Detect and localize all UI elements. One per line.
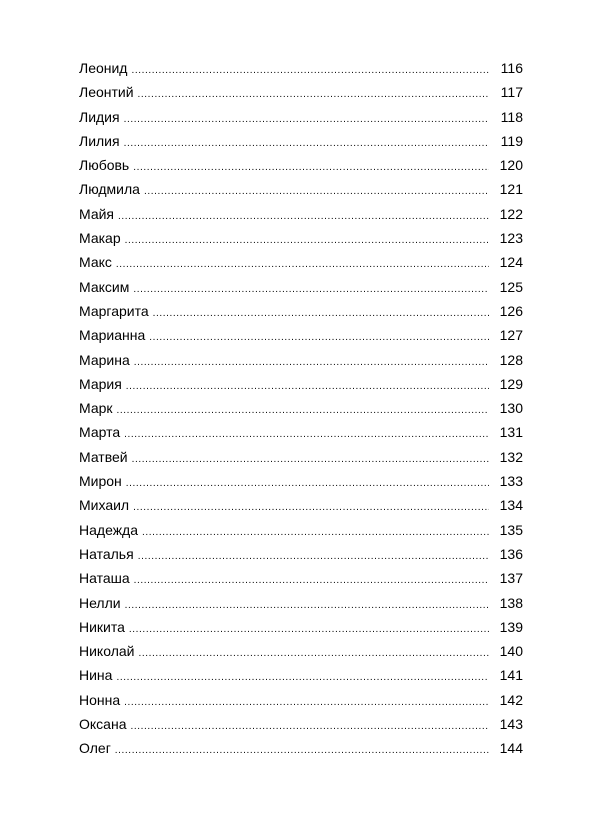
toc-entry[interactable] (79, 299, 523, 323)
toc-entry[interactable] (79, 712, 523, 736)
toc-entry-name: Матвей (79, 448, 128, 465)
toc-entry-page: 127 (499, 327, 523, 344)
toc-entry[interactable] (79, 566, 523, 590)
toc-entry-name: Макар (79, 230, 121, 247)
toc-entry-name: Лилия (79, 132, 120, 149)
dot-leader (132, 448, 489, 472)
toc-entry-page: 131 (499, 424, 523, 441)
toc-entry-page: 137 (499, 570, 523, 587)
toc-entry-name: Людмила (79, 181, 140, 198)
dot-leader (142, 521, 489, 545)
toc-entry[interactable] (79, 445, 523, 469)
toc-entry[interactable] (79, 202, 523, 226)
toc-entry-name: Майя (79, 205, 115, 222)
toc-entry-name: Леонтий (79, 84, 134, 101)
toc-entry[interactable] (79, 80, 523, 104)
toc-entry-name: Никита (79, 618, 125, 635)
toc-entry-name: Любовь (79, 157, 130, 174)
dot-leader (124, 132, 489, 156)
toc-entry-name: Нина (79, 667, 113, 684)
toc-entry-page: 128 (499, 351, 523, 368)
toc-entry-name: Макс (79, 254, 112, 271)
toc-entry[interactable] (79, 372, 523, 396)
toc-entry[interactable] (79, 542, 523, 566)
toc-entry[interactable] (79, 591, 523, 615)
dot-leader (124, 108, 489, 132)
toc-entry-page: 130 (499, 400, 523, 417)
toc-entry-page: 119 (500, 132, 523, 149)
toc-entry-name: Мирон (79, 473, 122, 490)
toc-entry-name: Марта (79, 424, 121, 441)
toc-entry-name: Нелли (79, 594, 121, 611)
dot-leader (126, 472, 489, 496)
toc-entry[interactable] (79, 56, 523, 80)
toc-entry-page: 126 (499, 302, 523, 319)
toc-entry-page: 143 (499, 716, 523, 733)
dot-leader (125, 594, 489, 618)
toc-entry[interactable] (79, 493, 523, 517)
toc-entry[interactable] (79, 420, 523, 444)
dot-leader (149, 326, 489, 350)
toc-entry-name: Михаил (79, 497, 130, 514)
toc-entry-name: Николай (79, 643, 135, 660)
dot-leader (131, 59, 489, 83)
toc-entry-page: 139 (499, 618, 523, 635)
toc-entry[interactable] (79, 323, 523, 347)
toc-entry[interactable] (79, 518, 523, 542)
dot-leader (115, 739, 489, 763)
toc-entry-page: 125 (499, 278, 523, 295)
toc-entry-page: 141 (499, 667, 523, 684)
toc-entry-name: Леонид (79, 60, 128, 76)
dot-leader (144, 180, 489, 204)
toc-entry[interactable] (79, 396, 523, 420)
dot-leader (138, 545, 489, 569)
toc-entry-page: 124 (499, 254, 523, 271)
toc-entry-name: Марина (79, 351, 130, 368)
toc-entry-name: Надежда (79, 521, 139, 538)
toc-entry-page: 133 (499, 473, 523, 490)
toc-entry[interactable] (79, 250, 523, 274)
toc-entry-name: Максим (79, 278, 130, 295)
toc-entry[interactable] (79, 736, 523, 760)
toc-entry-name: Мария (79, 375, 122, 392)
toc-entry-page: 120 (499, 157, 523, 174)
toc-entry[interactable] (79, 348, 523, 372)
toc-entry-page: 136 (499, 545, 523, 562)
dot-leader (126, 375, 489, 399)
dot-leader (134, 569, 489, 593)
toc-entry[interactable] (79, 105, 523, 129)
dot-leader (130, 715, 489, 739)
toc-entry-page: 118 (500, 108, 523, 125)
dot-leader (124, 423, 489, 447)
toc-entry[interactable] (79, 177, 523, 201)
toc-entry-page: 140 (499, 643, 523, 660)
dot-leader (118, 205, 489, 229)
toc-entry-page: 134 (499, 497, 523, 514)
toc-entry-name: Марианна (79, 327, 146, 344)
toc-entry[interactable] (79, 153, 523, 177)
toc-entry-page: 142 (499, 691, 523, 708)
toc-entry-page: 129 (499, 375, 523, 392)
toc-entry-page: 122 (499, 205, 523, 222)
dot-leader (133, 496, 489, 520)
table-of-contents (79, 56, 523, 761)
toc-entry-page: 123 (499, 230, 523, 247)
toc-entry-page: 116 (500, 60, 523, 76)
dot-leader (129, 618, 489, 642)
toc-entry-name: Оксана (79, 716, 127, 733)
dot-leader (153, 302, 489, 326)
toc-entry-name: Марк (79, 400, 113, 417)
dot-leader (125, 229, 489, 253)
dot-leader (116, 666, 489, 690)
toc-entry-page: 138 (499, 594, 523, 611)
toc-entry[interactable] (79, 469, 523, 493)
toc-entry-name: Олег (79, 740, 111, 757)
dot-leader (117, 399, 489, 423)
toc-entry-name: Маргарита (79, 302, 149, 319)
toc-entry-page: 117 (500, 84, 523, 101)
toc-entry[interactable] (79, 226, 523, 250)
toc-entry-page: 144 (499, 740, 523, 757)
dot-leader (116, 253, 489, 277)
toc-entry-page: 121 (499, 181, 523, 198)
toc-entry-page: 135 (499, 521, 523, 538)
toc-entry[interactable] (79, 275, 523, 299)
dot-leader (133, 156, 489, 180)
toc-entry-name: Лидия (79, 108, 120, 125)
toc-entry[interactable] (79, 663, 523, 687)
toc-entry[interactable] (79, 688, 523, 712)
dot-leader (133, 278, 489, 302)
toc-entry[interactable] (79, 639, 523, 663)
toc-entry-name: Наташа (79, 570, 130, 587)
toc-entry-page: 132 (499, 448, 523, 465)
toc-entry[interactable] (79, 129, 523, 153)
toc-entry-name: Наталья (79, 545, 134, 562)
dot-leader (134, 351, 489, 375)
dot-leader (138, 83, 489, 107)
dot-leader (124, 691, 489, 715)
toc-entry-name: Нонна (79, 691, 121, 708)
toc-entry[interactable] (79, 615, 523, 639)
dot-leader (138, 642, 489, 666)
